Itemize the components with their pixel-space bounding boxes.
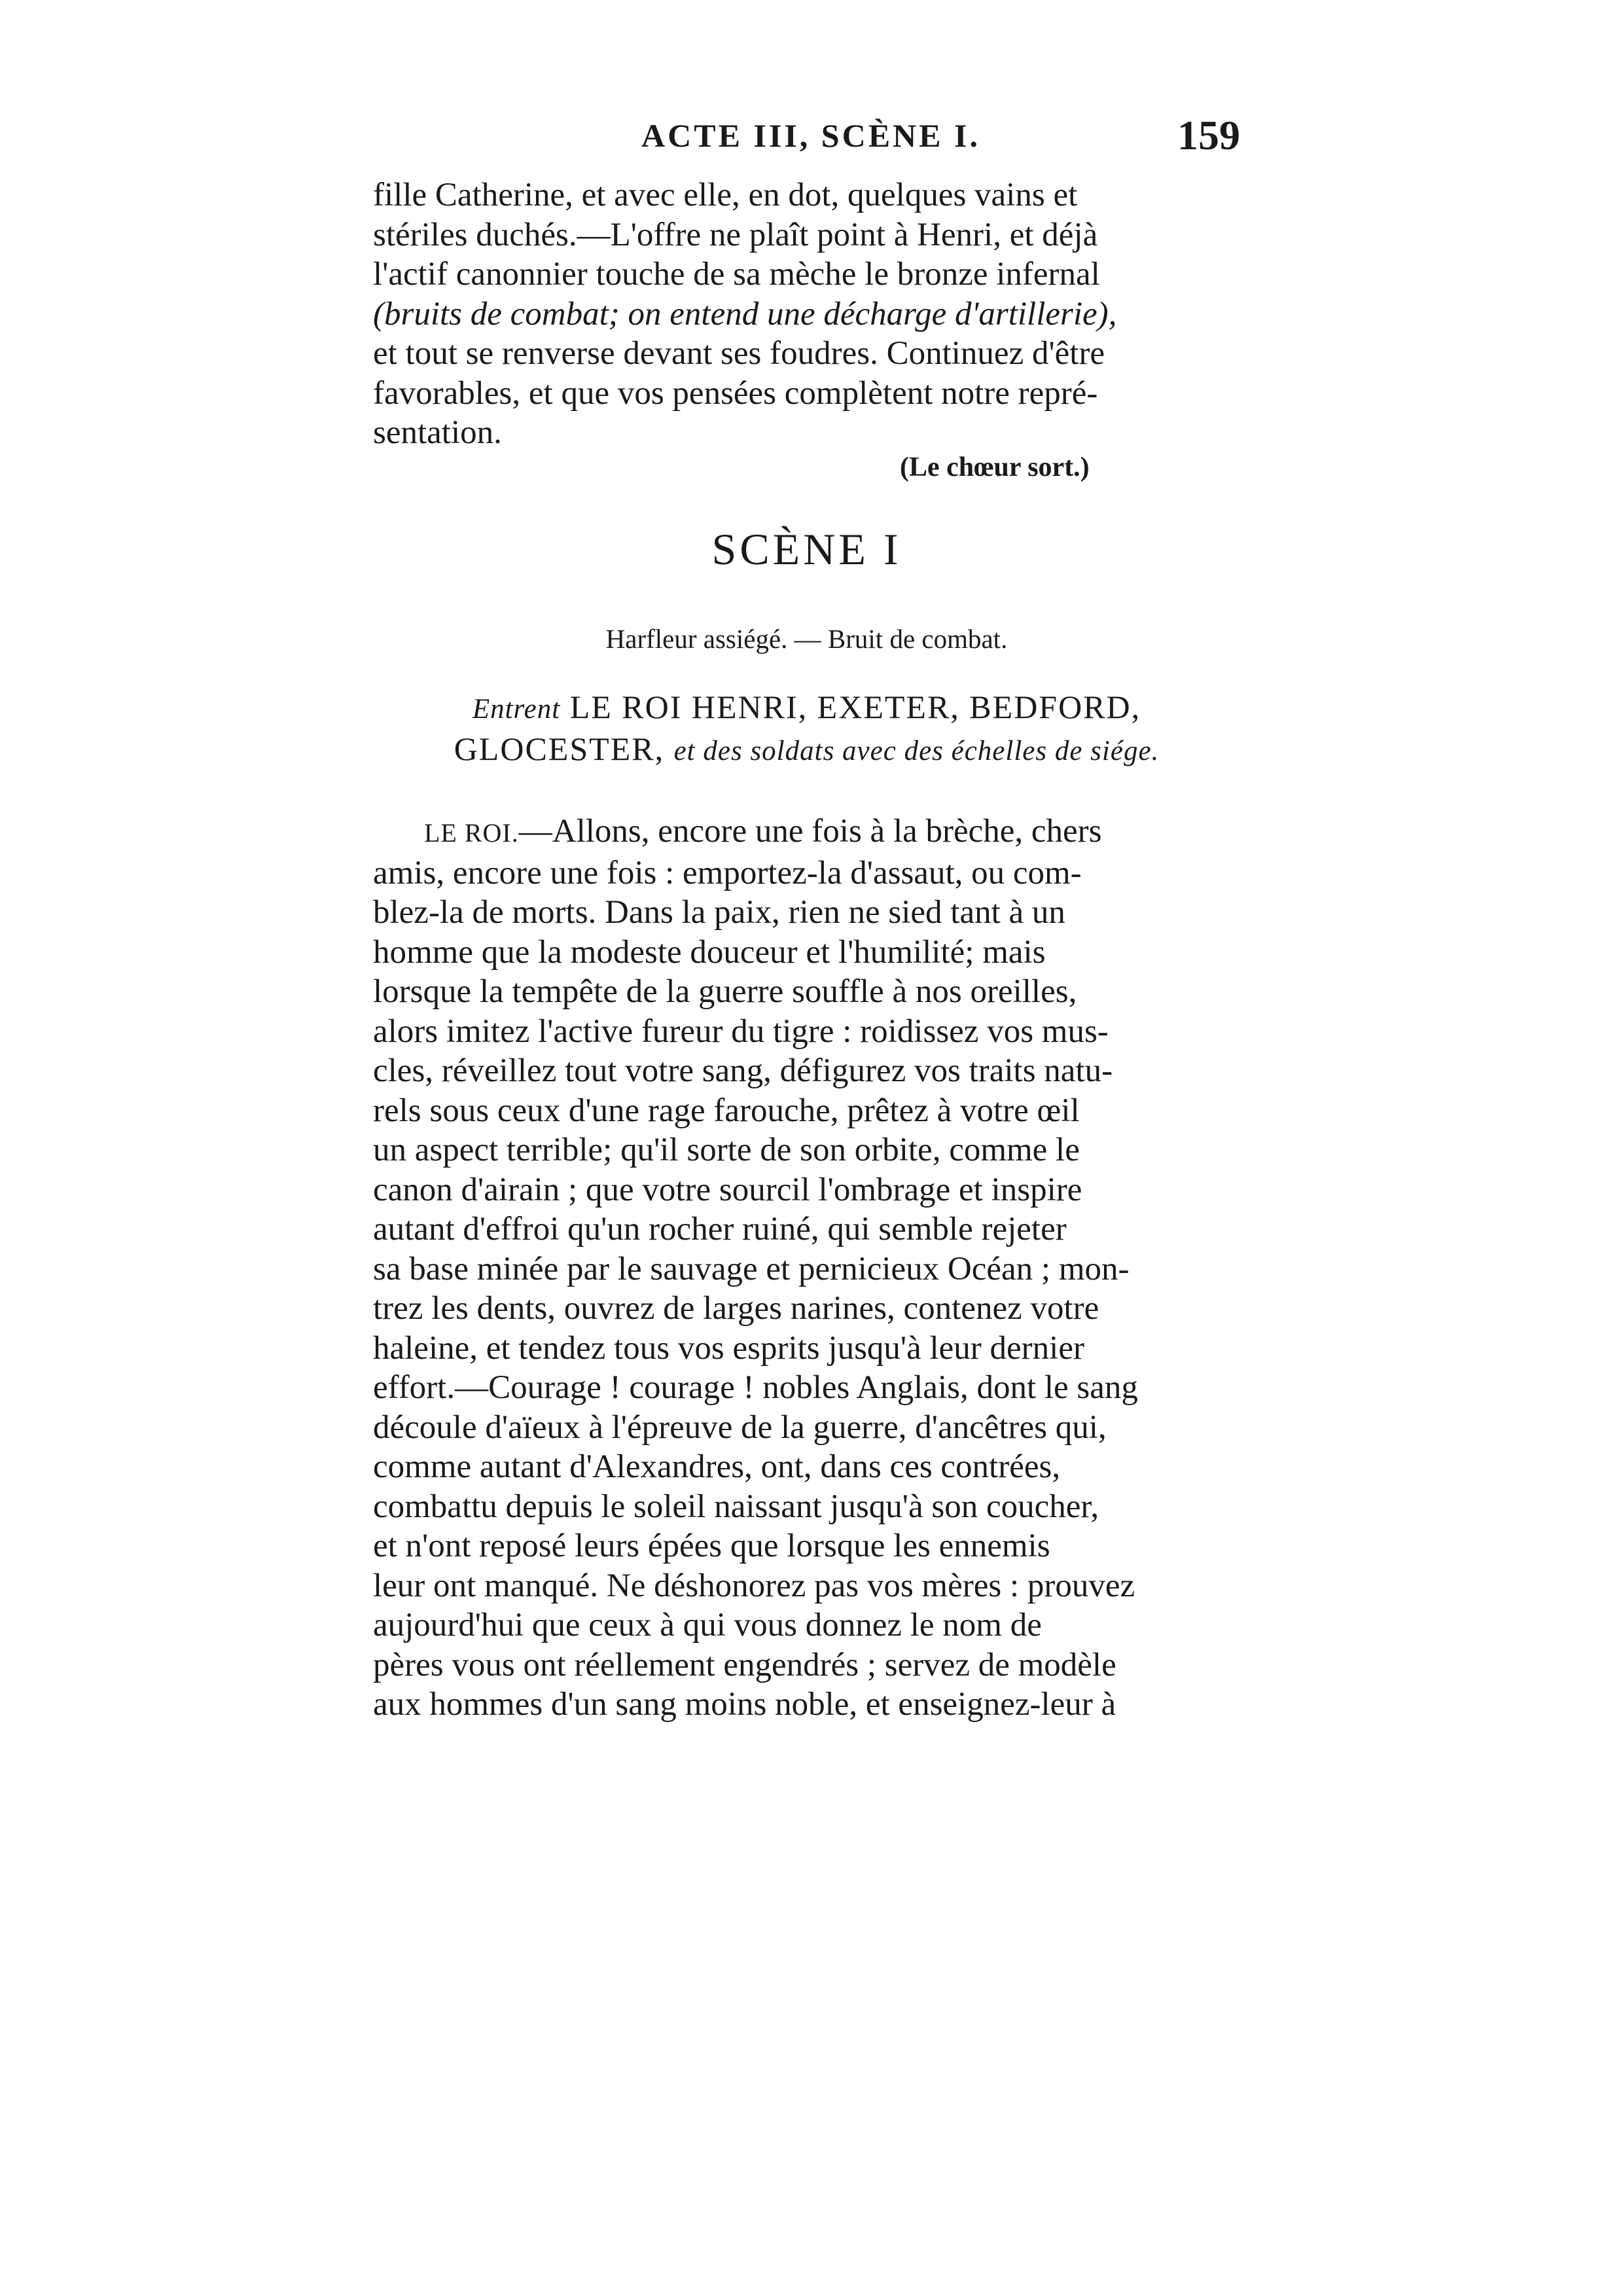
text-line: favorables, et que vos pensées complètent notre repré- — [373, 374, 1098, 412]
text-line: rels sous ceux d'une rage farouche, prêtez à votre œil — [373, 1092, 1080, 1129]
text-line-italic: (bruits de combat; on entend une décharge d'artillerie), — [373, 295, 1117, 332]
text-line: amis, encore une fois : emportez-la d'assaut, ou com- — [373, 854, 1082, 891]
text-line: autant d'effroi qu'un rocher ruiné, qui semble rejeter — [373, 1211, 1067, 1247]
entrance-rest: et des soldats avec des échelles de siége. — [673, 736, 1160, 766]
text-line: lorsque la tempête de la guerre souffle à nos oreilles, — [373, 973, 1077, 1010]
text-line: homme que la modeste douceur et l'humilité; mais — [373, 933, 1046, 971]
text-line: cles, réveillez tout votre sang, défigurez vos traits natu- — [373, 1052, 1113, 1089]
king-speech — [373, 812, 1240, 1725]
text-line: sentation. — [373, 414, 502, 451]
text-line: effort.—Courage ! courage ! nobles Anglais, dont le sang — [373, 1369, 1138, 1406]
running-title: ACTE III, SCÈNE I. — [641, 117, 980, 154]
speech-opening: —Allons, encore une fois à la brèche, chers — [518, 813, 1102, 850]
text-line: pères vous ont réellement engendrés ; servez de modèle — [373, 1646, 1116, 1683]
text-line: découle d'aïeux à l'épreuve de la guerre, d'ancêtres qui, — [373, 1408, 1107, 1446]
text-line: leur ont manqué. Ne déshonorez pas vos mères : prouvez — [373, 1567, 1135, 1604]
text-line: stériles duchés.—L'offre ne plaît point à Henri, et déjà — [373, 216, 1098, 253]
prologue-paragraph — [373, 175, 1240, 453]
entrance-line-2 — [373, 729, 1240, 771]
text-line: combattu depuis le soleil naissant jusqu'à son coucher, — [373, 1488, 1099, 1525]
scene-setting: Harfleur assiégé. — Bruit de combat. — [605, 624, 1008, 654]
speaker-name: LE ROI. — [424, 818, 519, 848]
scene-title: SCÈNE I — [711, 524, 902, 574]
text-line: haleine, et tendez tous vos esprits jusqu'à leur dernier — [373, 1329, 1084, 1367]
entrance-direction — [373, 687, 1240, 771]
text-line: trez les dents, ouvrez de larges narines, contenez votre — [373, 1290, 1099, 1327]
speech-first-line — [373, 812, 1240, 853]
entrance-characters-1: LE ROI HENRI, EXETER, BEDFORD, — [569, 689, 1141, 725]
text-line: et n'ont reposé leurs épées que lorsque les ennemis — [373, 1528, 1050, 1564]
text-line: comme autant d'Alexandres, ont, dans ces contrées, — [373, 1448, 1061, 1485]
text-line: aujourd'hui que ceux à qui vous donnez le nom de — [373, 1607, 1042, 1643]
text-line: fille Catherine, et avec elle, en dot, quelques vains et — [373, 177, 1078, 213]
text-line: aux hommes d'un sang moins noble, et enseignez-leur à — [373, 1686, 1116, 1723]
text-line: alors imitez l'active fureur du tigre : roidissez vos mus- — [373, 1013, 1109, 1050]
running-head — [373, 112, 1240, 169]
text-line: l'actif canonnier touche de sa mèche le bronze infernal — [373, 256, 1100, 293]
text-line: sa base minée par le sauvage et pernicieux Océan ; mon- — [373, 1250, 1130, 1287]
text-line: et tout se renverse devant ses foudres. Continuez d'être — [373, 335, 1105, 372]
stage-direction-exit: (Le chœur sort.) — [900, 452, 1090, 482]
page-number: 159 — [1177, 112, 1240, 158]
entrance-line-1 — [373, 687, 1240, 729]
entrance-characters-2: GLOCESTER, — [454, 730, 665, 767]
text-line: canon d'airain ; que votre sourcil l'ombrage et inspire — [373, 1171, 1082, 1208]
entrance-verb: Entrent — [472, 694, 561, 725]
text-line: un aspect terrible; qu'il sorte de son orbite, comme le — [373, 1132, 1080, 1168]
text-line: blez-la de morts. Dans la paix, rien ne sied tant à un — [373, 894, 1065, 931]
